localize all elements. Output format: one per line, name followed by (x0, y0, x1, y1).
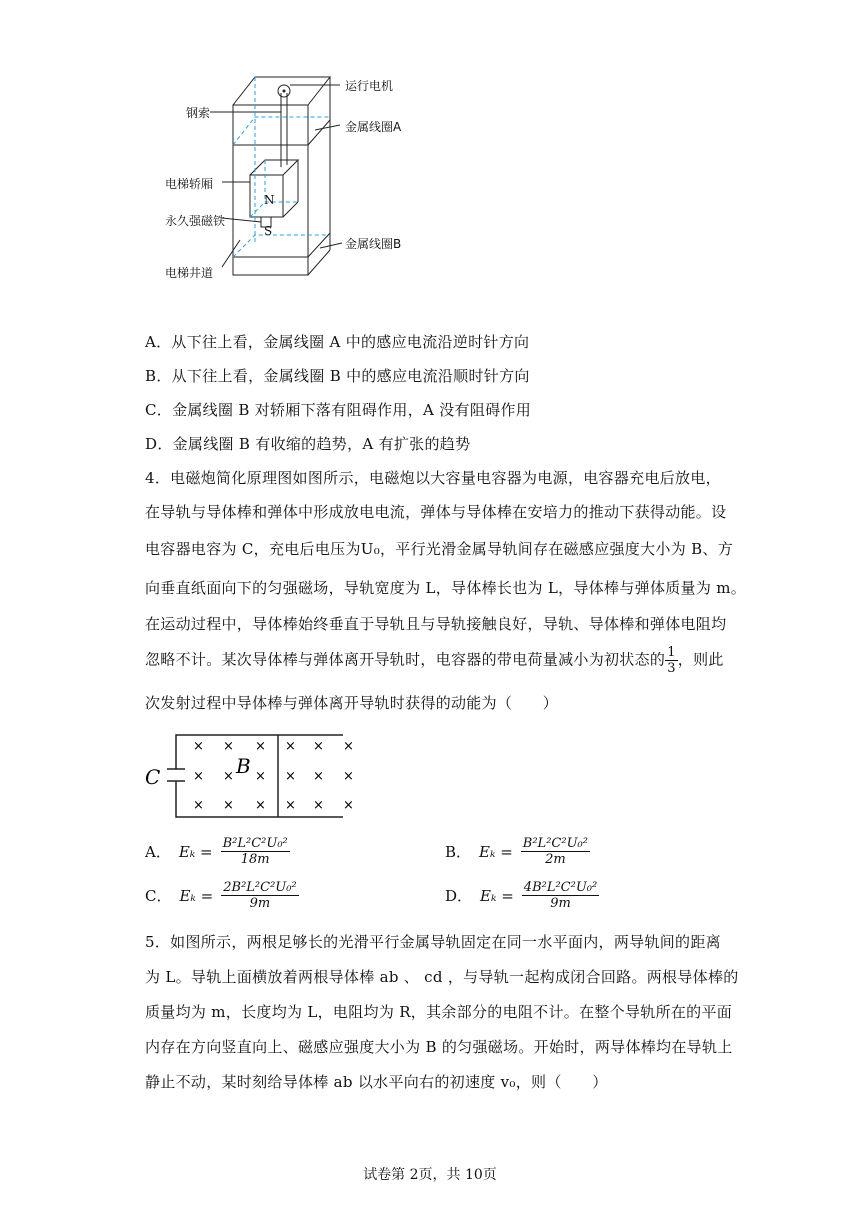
q5-line-1: 5．如图所示，两根足够长的光滑平行金属导轨固定在同一水平面内，两导轨间的距离 (145, 933, 721, 951)
q4-option-b (445, 836, 590, 867)
option-numerator: 2B²L²C²U₀² (223, 880, 297, 895)
option-denominator: 9m (550, 896, 571, 911)
coil-a-label: 金属线圈A (345, 120, 402, 134)
field-mark: × (285, 739, 296, 754)
q5-line-5: 静止不动，某时刻给导体棒 ab 以水平向右的初速度 v₀，则（ ） (145, 1073, 608, 1091)
magnet-label: 永久强磁铁 (165, 214, 226, 228)
option-fraction (221, 836, 290, 867)
fraction-numerator: 1 (667, 645, 676, 660)
q4-line-4: 向垂直纸面向下的匀强磁场，导轨宽度为 L，导体棒长也为 L，导体棒与弹体质量为 m。 (145, 579, 747, 597)
field-mark: × (343, 769, 354, 784)
q4-option-d (445, 880, 599, 911)
q3-option-a: A．从下往上看，金属线圈 A 中的感应电流沿逆时针方向 (145, 333, 530, 351)
option-denominator: 9m (249, 896, 271, 911)
q4-line-1: 4．电磁炮简化原理图如图所示，电磁炮以大容量电容器为电源，电容器充电后放电， (145, 469, 721, 487)
field-mark: × (313, 798, 324, 813)
field-mark: × (313, 769, 324, 784)
q4-option-a (145, 836, 290, 867)
q4-line-2: 在导轨与导体棒和弹体中形成放电电流，弹体与导体棒在安培力的推动下获得动能。设 (145, 503, 727, 521)
option-numerator: 4B²L²C²U₀² (523, 880, 598, 895)
north-pole-label: N (264, 193, 275, 207)
capacitor-label: C (145, 765, 161, 789)
q4-line-6b: ，则此 (677, 650, 724, 669)
q4-line-7: 次发射过程中导体棒与弹体离开导轨时获得的动能为（ ） (145, 694, 559, 712)
option-lhs: Eₖ = (178, 842, 213, 861)
q4-line-5: 在运动过程中，导体棒始终垂直于导轨且与导轨接触良好，导轨、导体棒和弹体电阻均 (145, 615, 727, 633)
field-mark: × (313, 739, 324, 754)
q3-option-b: B．从下往上看，金属线圈 B 中的感应电流沿顺时针方向 (145, 367, 530, 385)
coil-b-label: 金属线圈B (345, 237, 402, 251)
field-mark: × (193, 769, 204, 784)
field-label: B (236, 754, 251, 778)
field-mark: × (223, 798, 234, 813)
q4-line-3: 电容器电容为 C，充电后电压为U₀，平行光滑金属导轨间存在磁感应强度大小为 B、方 (145, 540, 733, 558)
field-mark: × (223, 769, 234, 784)
q5-line-3: 质量均为 m，长度均为 L，电阻均为 R，其余部分的电阻不计。在整个导轨所在的平面 (145, 1003, 733, 1021)
south-pole-label: S (264, 224, 273, 238)
one-third-fraction (665, 645, 678, 676)
railgun-figure (143, 725, 373, 825)
q5-line-2: 为 L。导轨上面横放着两根导体棒 ab 、 cd ，与导轨一起构成闭合回路。两根导体棒的 (145, 968, 739, 986)
field-mark: × (285, 769, 296, 784)
option-letter: B． (445, 843, 472, 861)
option-denominator: 18m (240, 852, 270, 867)
field-mark: × (255, 769, 266, 784)
field-mark: × (193, 739, 204, 754)
q4-option-c (145, 880, 299, 911)
q4-line-6a: 忽略不计。某次导体棒与弹体离开导轨时，电容器的带电荷量减小为初状态的 (145, 650, 666, 669)
field-mark: × (343, 739, 354, 754)
option-lhs: Eₖ = (480, 886, 514, 905)
option-letter: D． (445, 887, 473, 905)
shaft-label: 电梯井道 (165, 266, 214, 280)
field-mark: × (343, 798, 354, 813)
option-fraction (522, 880, 599, 911)
field-mark: × (255, 798, 266, 813)
option-fraction (521, 836, 590, 867)
motor-label: 运行电机 (345, 79, 394, 93)
page-footer: 试卷第 2页，共 10页 (363, 1167, 497, 1183)
q3-option-d: D．金属线圈 B 有收缩的趋势，A 有扩张的趋势 (145, 435, 471, 453)
fraction-denominator: 3 (667, 661, 676, 676)
field-mark: × (193, 798, 204, 813)
field-mark: × (255, 739, 266, 754)
option-denominator: 2m (545, 852, 566, 867)
option-letter: A． (145, 843, 171, 861)
option-fraction (221, 880, 298, 911)
option-numerator: B²L²C²U₀² (222, 836, 288, 851)
q3-option-c: C．金属线圈 B 对轿厢下落有阻碍作用，A 没有阻碍作用 (145, 401, 532, 419)
option-lhs: Eₖ = (479, 842, 513, 861)
q5-line-4: 内存在方向竖直向上、磁感应强度大小为 B 的匀强磁场。开始时，两导体棒均在导轨上 (145, 1038, 733, 1056)
q4-line-6 (145, 645, 724, 676)
option-numerator: B²L²C²U₀² (522, 836, 588, 851)
option-lhs: Eₖ = (179, 886, 214, 905)
cable-label: 钢索 (186, 106, 211, 120)
option-letter: C． (145, 887, 172, 905)
field-mark: × (285, 798, 296, 813)
field-mark: × (223, 739, 234, 754)
car-label: 电梯轿厢 (165, 177, 214, 191)
